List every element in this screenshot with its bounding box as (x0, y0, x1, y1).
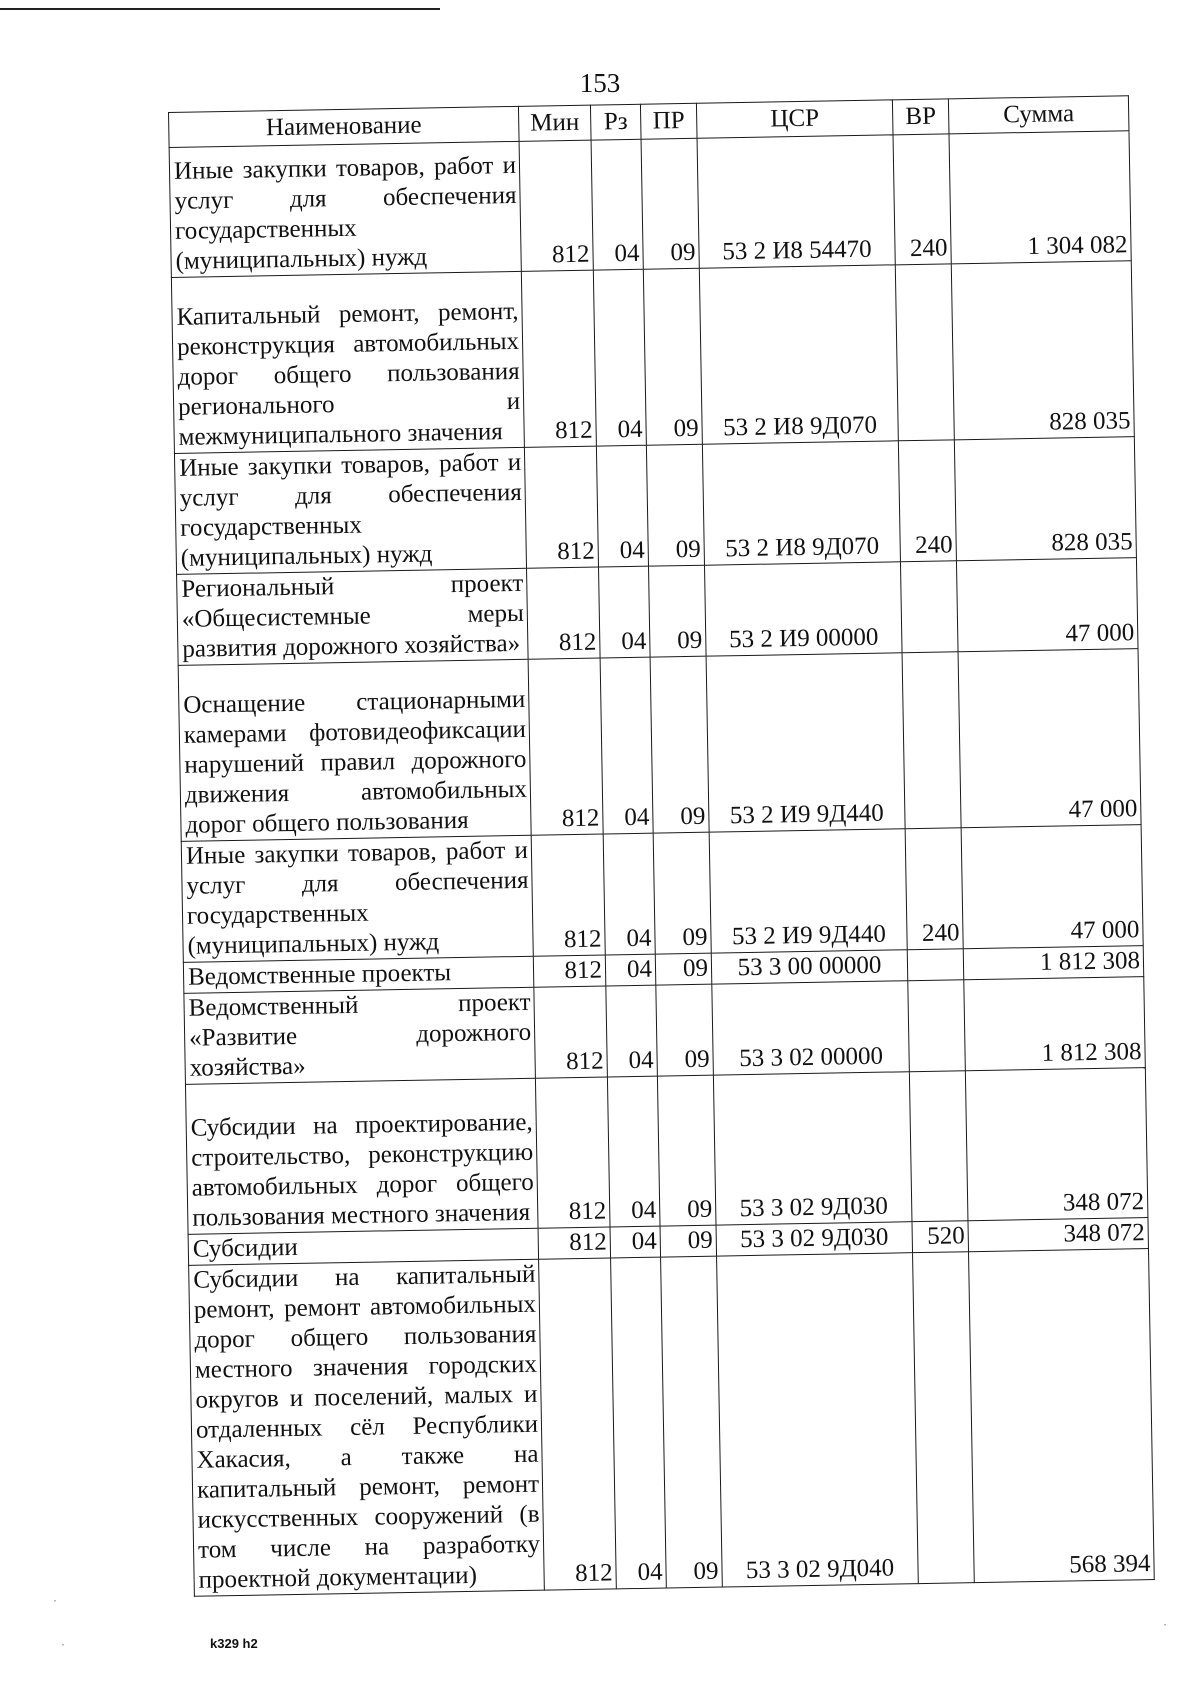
cell-vr (895, 264, 954, 441)
cell-csr: 53 3 02 9Д040 (717, 1253, 919, 1587)
cell-pr: 09 (648, 565, 706, 657)
cell-min: 812 (521, 270, 596, 447)
cell-csr: 53 2 И8 9Д070 (699, 265, 898, 444)
table-row (169, 131, 1131, 278)
footer-code: k329 h2 (210, 1636, 258, 1651)
cell-pr: 09 (643, 268, 702, 445)
cell-csr: 53 3 02 9Д030 (713, 1072, 912, 1225)
cell-vr: 240 (893, 134, 951, 265)
cell-csr: 53 2 И9 9Д440 (709, 829, 907, 953)
cell-csr: 53 3 02 9Д030 (716, 1222, 913, 1256)
cell-rz: 04 (600, 657, 653, 834)
cell-rz: 04 (603, 833, 655, 955)
header-pr: ПР (640, 103, 697, 139)
cell-min: 812 (535, 1077, 610, 1228)
cell-sum: 1 812 308 (964, 977, 1146, 1071)
header-name: Наименование (169, 106, 520, 147)
cell-name: Оснащение стационарными камерами фотовидеофиксации нарушений правил дорожного движения автомобильных дорог общего пользования (178, 659, 531, 841)
cell-pr: 09 (641, 138, 699, 269)
scan-speck: · (1162, 1620, 1169, 1631)
scan-speck: · (60, 1640, 67, 1651)
cell-csr: 53 3 02 00000 (712, 981, 910, 1075)
table-row (177, 558, 1138, 666)
cell-sum: 348 072 (968, 1218, 1149, 1252)
table-row (181, 825, 1143, 963)
cell-min: 812 (538, 1227, 611, 1259)
cell-rz: 04 (596, 445, 648, 567)
cell-name: Иные закупки товаров, работ и услуг для обеспечения государственных (муниципальных) нужд (169, 141, 521, 277)
cell-rz: 04 (593, 269, 646, 446)
cell-pr: 09 (660, 1225, 717, 1257)
cell-min: 812 (528, 658, 603, 835)
cell-min: 812 (539, 1258, 617, 1590)
table-row (185, 1068, 1147, 1235)
cell-sum: 828 035 (951, 261, 1134, 440)
table-row (178, 649, 1141, 842)
cell-vr: 240 (905, 828, 963, 950)
cell-csr: 53 3 00 00000 (711, 950, 908, 984)
cell-rz: 04 (611, 1257, 667, 1589)
cell-vr: 520 (912, 1221, 969, 1253)
page-number: 153 (579, 68, 621, 98)
table-body (169, 131, 1154, 1597)
cell-rz: 04 (610, 1226, 661, 1258)
cell-vr (900, 561, 958, 653)
cell-pr: 09 (657, 1075, 716, 1226)
cell-min: 812 (524, 446, 598, 568)
cell-csr: 53 2 И8 54470 (697, 135, 895, 268)
header-min: Мин (518, 105, 591, 141)
header-csr: ЦСР (696, 100, 893, 138)
table-row (174, 437, 1136, 575)
cell-vr (907, 949, 964, 981)
cell-name: Капитальный ремонт, ремонт, реконструкция автомобильных дорог общего пользования регионального и межмуниципального значения (171, 271, 524, 453)
cell-name: Ведомственные проекты (183, 956, 533, 993)
cell-name: Региональный проект «Общесистемные меры развития дорожного хозяйства» (177, 568, 529, 665)
table-row (184, 977, 1145, 1085)
cell-sum: 568 394 (969, 1249, 1155, 1583)
cell-name: Субсидии на проектирование, строительство, реконструкцию автомобильных дорог общего пользования местного значения (185, 1078, 538, 1234)
cell-min: 812 (534, 986, 608, 1078)
cell-sum: 1 812 308 (963, 946, 1144, 980)
cell-min: 812 (527, 567, 601, 659)
table-row (189, 1249, 1155, 1597)
scan-speck: · (52, 1596, 59, 1607)
cell-rz: 04 (591, 139, 643, 270)
cell-csr: 53 2 И9 00000 (704, 562, 902, 656)
cell-csr: 53 2 И9 9Д440 (706, 653, 905, 832)
budget-table (168, 95, 1155, 1597)
cell-sum: 47 000 (961, 825, 1143, 949)
cell-sum: 47 000 (956, 558, 1138, 652)
cell-pr: 09 (646, 444, 704, 566)
cell-vr: 240 (898, 440, 956, 562)
header-sum: Сумма (948, 96, 1129, 134)
cell-sum: 828 035 (954, 437, 1136, 561)
table-row (171, 261, 1134, 454)
cell-sum: 1 304 082 (949, 131, 1131, 264)
cell-pr: 09 (653, 832, 711, 954)
cell-name: Ведомственный проект «Развитие дорожного хозяйства» (184, 987, 536, 1084)
header-rz: Рз (590, 104, 641, 140)
cell-pr: 09 (650, 656, 709, 833)
cell-sum: 348 072 (965, 1068, 1148, 1221)
cell-rz: 04 (599, 566, 651, 658)
cell-pr: 09 (656, 984, 714, 1076)
cell-csr: 53 2 И8 9Д070 (702, 441, 900, 565)
cell-vr (902, 652, 961, 829)
cell-pr: 09 (661, 1256, 723, 1588)
cell-vr (913, 1252, 975, 1584)
cell-vr (908, 980, 966, 1072)
cell-pr: 09 (655, 953, 712, 985)
cell-name: Субсидии на капитальный ремонт, ремонт автомобильных дорог общего пользования местного значения городских округов и поселений, малых и отдаленных сёл Республики Хакасия, а также на капитальный ремонт, ремонт искусственных сооружений (в том числе на разработку проектной документации) (189, 1259, 545, 1596)
cell-min: 812 (519, 140, 593, 271)
cell-min: 812 (531, 834, 605, 956)
cell-min: 812 (533, 955, 606, 987)
cell-vr (909, 1071, 968, 1222)
cell-rz: 04 (605, 954, 656, 986)
header-vr: ВР (892, 99, 949, 135)
scan-edge (0, 0, 440, 10)
cell-name: Субсидии (188, 1228, 538, 1265)
cell-rz: 04 (606, 985, 658, 1077)
cell-name: Иные закупки товаров, работ и услуг для обеспечения государственных (муниципальных) нужд (174, 447, 526, 574)
cell-name: Иные закупки товаров, работ и услуг для обеспечения государственных (муниципальных) нужд (181, 835, 533, 962)
cell-rz: 04 (607, 1076, 660, 1227)
cell-sum: 47 000 (958, 649, 1141, 828)
